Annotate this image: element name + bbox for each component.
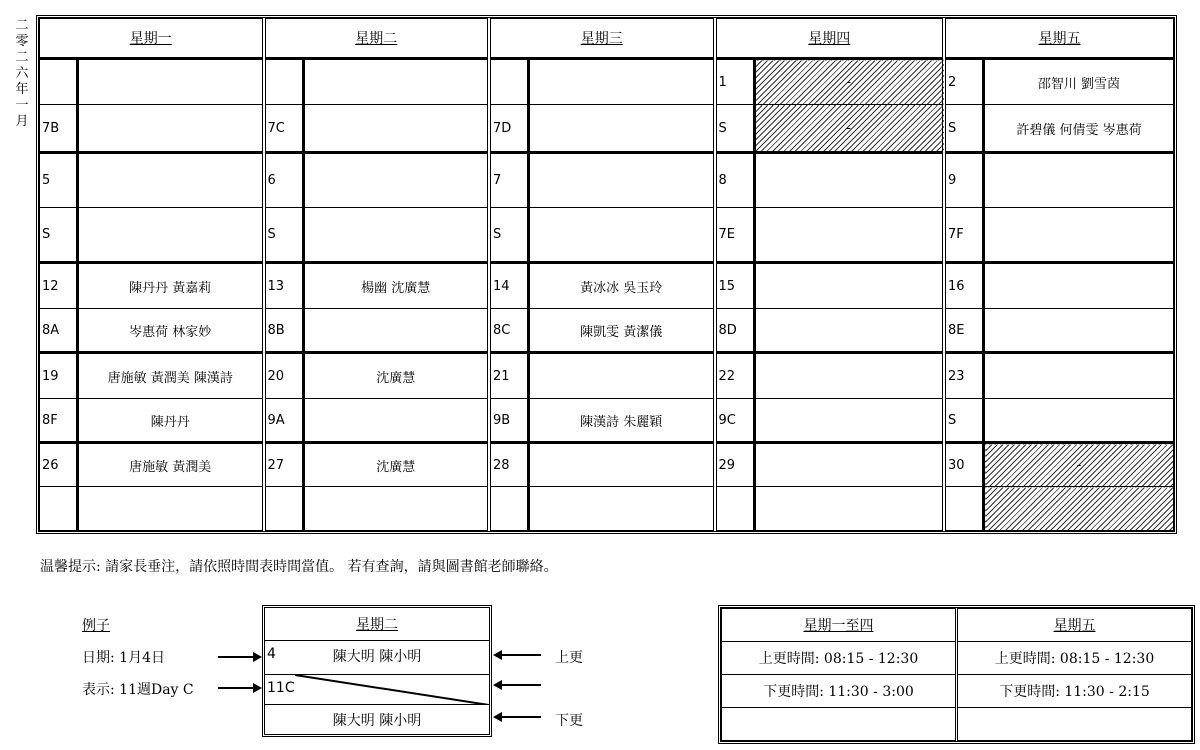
times-header-fri: 星期五 [957,609,1192,642]
example-bottom-names: 陳大明 陳小明 [332,713,422,729]
duty-names [303,105,489,153]
duty-names [529,59,715,105]
duty-names [984,353,1174,399]
week-4-bottom-row [40,399,1174,443]
day-number: 21 [489,353,529,399]
day-number: S [264,208,304,263]
day-number: 8F [40,399,78,443]
times-upper-mon-thu: 上更時間: 08:15 - 12:30 [722,642,957,675]
day-number: 2 [944,59,984,105]
day-number: 8D [715,309,755,353]
times-header-mon-thu: 星期一至四 [722,609,957,642]
day-number: 8A [40,309,78,353]
duty-names [984,309,1174,353]
day-number: 13 [264,263,304,309]
closed-slot [984,487,1174,531]
duty-names [984,399,1174,443]
duty-names [78,59,264,105]
day-number: 23 [944,353,984,399]
arrow-middle [495,684,541,686]
closed-slot: - [984,443,1174,487]
arrow-date [218,656,260,658]
week-2-bottom-row [40,208,1174,263]
duty-names: 沈廣慧 [303,353,489,399]
duty-names [78,208,264,263]
example-show-label: 表示: 11週Day C [82,682,194,698]
closed-slot: - [754,59,944,105]
day-number: 16 [944,263,984,309]
week-3-top-row [40,263,1174,309]
duty-names [78,153,264,208]
day-number: 7D [489,105,529,153]
day-number: 8E [944,309,984,353]
day-number: 30 [944,443,984,487]
day-number: 9C [715,399,755,443]
duty-names: 陳丹丹 [78,399,264,443]
duty-names: 許碧儀 何倩雯 岑惠荷 [984,105,1174,153]
day-number: 7F [944,208,984,263]
day-number: 5 [40,153,78,208]
side-title-char: 二 [15,50,29,65]
example-date-label: 日期: 1月4日 [82,650,165,666]
duty-names [984,208,1174,263]
arrow-upper [495,654,541,656]
weekday-header: 星期一 [40,19,264,59]
duty-names: 陳丹丹 黃嘉莉 [78,263,264,309]
duty-names [754,208,944,263]
times-lower-mon-thu: 下更時間: 11:30 - 3:00 [722,675,957,708]
duty-names: 沈廣慧 [303,443,489,487]
day-number: 14 [489,263,529,309]
duty-names [529,153,715,208]
week-3-bottom-row [40,309,1174,353]
week-5-bottom-row [40,487,1174,531]
duty-names [754,309,944,353]
weekday-header: 星期三 [489,19,715,59]
side-title-char: 零 [15,34,29,49]
duty-names [78,105,264,153]
duty-names [984,263,1174,309]
duty-names [529,353,715,399]
side-title-char: 六 [15,66,29,81]
day-number: S [715,105,755,153]
day-number: 9 [944,153,984,208]
duty-names: 岑惠荷 林家妙 [78,309,264,353]
weekday-header: 星期四 [715,19,945,59]
day-number: 7B [40,105,78,153]
duty-names [303,487,489,531]
day-number [40,59,78,105]
duty-names [754,353,944,399]
example-header: 星期二 [356,617,398,633]
example-box [262,605,492,737]
day-number: 7 [489,153,529,208]
example-bottom-row [265,704,489,737]
duty-names [754,263,944,309]
duty-names [529,105,715,153]
duty-names [78,487,264,531]
day-number [264,59,304,105]
day-number: S [40,208,78,263]
week-2-top-row [40,153,1174,208]
day-number: 15 [715,263,755,309]
weekday-header: 星期五 [944,19,1174,59]
closed-slot: - [754,105,944,153]
duty-names [303,399,489,443]
example-top-row [265,640,489,675]
duty-names [754,487,944,531]
side-title-char: 年 [15,82,29,97]
day-number: 8B [264,309,304,353]
day-number: S [944,105,984,153]
day-number [264,487,304,531]
duty-names: 黃冰冰 吳玉玲 [529,263,715,309]
day-number: 6 [264,153,304,208]
lower-shift-label: 下更 [555,713,583,729]
duty-calendar [36,15,1177,534]
duty-names [303,309,489,353]
duty-names [303,208,489,263]
day-number: S [944,399,984,443]
duty-names [529,487,715,531]
day-number: 8C [489,309,529,353]
duty-names [754,153,944,208]
duty-names: 唐施敏 黃潤美 [78,443,264,487]
duty-names [529,208,715,263]
duty-names [303,59,489,105]
duty-names [303,153,489,208]
example-diagonal [265,675,489,705]
arrow-code [218,687,260,689]
duty-names: 陳漢詩 朱麗穎 [529,399,715,443]
day-number [944,487,984,531]
day-number: 22 [715,353,755,399]
times-lower-fri: 下更時間: 11:30 - 2:15 [957,675,1192,708]
week-4-top-row [40,353,1174,399]
day-number: 28 [489,443,529,487]
day-number [715,487,755,531]
day-number [40,487,78,531]
upper-shift-label: 上更 [555,650,583,666]
times-upper-fri: 上更時間: 08:15 - 12:30 [957,642,1192,675]
day-number: 20 [264,353,304,399]
side-title-char: 月 [15,114,29,129]
example-top-num: 4 [267,646,276,662]
day-number: 26 [40,443,78,487]
example-title: 例子 [82,618,110,634]
week-1-bottom-row [40,105,1174,153]
shift-times-table [718,605,1195,744]
duty-names: 陳凱雯 黃潔儀 [529,309,715,353]
duty-names: 邵智川 劉雪茵 [984,59,1174,105]
weekday-header-row [40,19,1174,59]
example-code-row [265,674,489,705]
day-number: 12 [40,263,78,309]
day-number: 1 [715,59,755,105]
day-number: 7C [264,105,304,153]
day-number: 7E [715,208,755,263]
weekday-header: 星期二 [264,19,490,59]
day-number: 29 [715,443,755,487]
day-number: 9A [264,399,304,443]
duty-names [754,399,944,443]
day-number: 19 [40,353,78,399]
day-number [489,487,529,531]
duty-names [529,443,715,487]
duty-names [754,443,944,487]
arrow-lower [495,716,541,718]
week-1-top-row [40,59,1174,105]
duty-names: 楊幽 沈廣慧 [303,263,489,309]
day-number: 8 [715,153,755,208]
duty-names: 唐施敏 黃潤美 陳漢詩 [78,353,264,399]
times-empty-mon-thu [722,708,957,741]
example-code: 11C [267,680,295,696]
day-number: 9B [489,399,529,443]
example-top-names: 陳大明 陳小明 [332,649,422,665]
side-title-char: 二 [15,18,29,33]
day-number [489,59,529,105]
day-number: S [489,208,529,263]
side-title-char: 一 [15,98,29,113]
side-title [14,18,30,130]
duty-names [984,153,1174,208]
day-number: 27 [264,443,304,487]
times-empty-fri [957,708,1192,741]
reminder-note: 温馨提示: 請家長垂注，請依照時間表時間當值。 若有查詢，請與圖書館老師聯絡。 [40,559,558,575]
week-5-top-row [40,443,1174,487]
